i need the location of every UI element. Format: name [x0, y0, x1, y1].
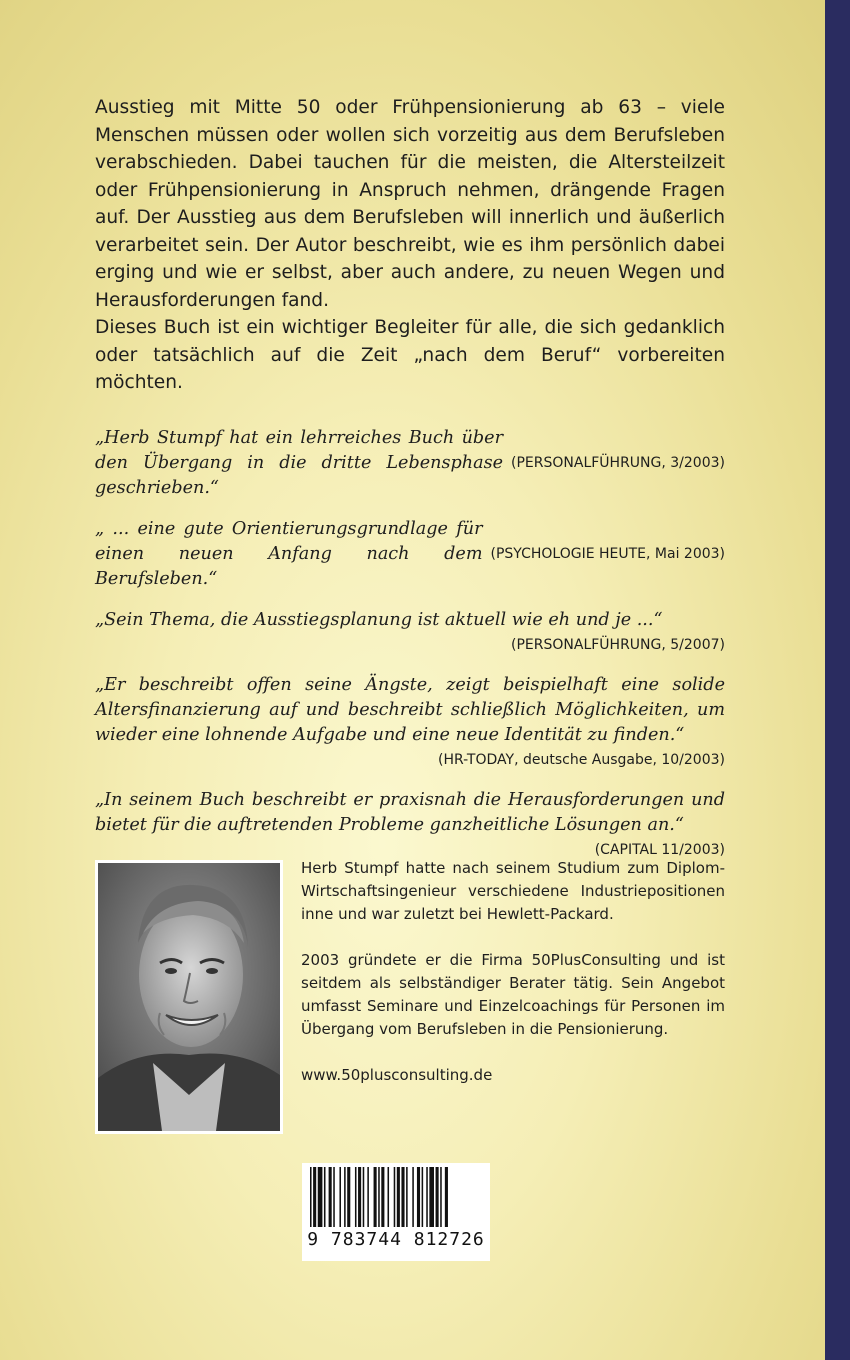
- blurb-paragraph-2: Dieses Buch ist ein wichtiger Begleiter für alle, die sich gedanklich oder tatsächlich auf die Zeit „nach dem Beruf“ vorbereiten möchten.: [95, 317, 725, 393]
- barcode-bar: [333, 1167, 335, 1227]
- barcode-bar: [329, 1167, 332, 1227]
- barcode-bar: [355, 1167, 357, 1227]
- blurb-paragraph-1: Ausstieg mit Mitte 50 oder Frühpensionierung ab 63 – viele Menschen müssen oder wollen sich vorzeitig aus dem Berufsleben verabschieden. Dabei tauchen für die meisten, die Altersteilzeit oder Frühpensionierung in Anspruch nehmen, drängende Fragen auf. Der Ausstieg aus dem Berufsleben will innerlich und äußerlich verarbeitet sein. Der Autor beschreibt, wie es ihm persönlich dabei erging und wie er selbst, aber auch andere, zu neuen Wegen und Herausforderungen fand.: [95, 97, 725, 311]
- press-quotes: [95, 426, 725, 878]
- author-website-link[interactable]: www.50plusconsulting.de: [301, 1066, 493, 1084]
- back-cover-blurb: [95, 94, 725, 397]
- barcode-bar: [397, 1167, 400, 1227]
- barcode-bar: [417, 1167, 420, 1227]
- barcode-bar: [429, 1167, 434, 1227]
- barcode-bar: [358, 1167, 361, 1227]
- press-quote-3: [95, 608, 725, 657]
- book-spine-edge: [825, 0, 850, 1360]
- press-quote-2: [95, 517, 725, 592]
- barcode-bar: [394, 1167, 396, 1227]
- barcode-bar: [440, 1167, 442, 1227]
- barcode-bar: [367, 1167, 369, 1227]
- barcode-bar: [436, 1167, 439, 1227]
- author-portrait-image: [98, 863, 280, 1131]
- barcode-bar: [344, 1167, 346, 1227]
- press-quote-4: [95, 673, 725, 772]
- barcode-bar: [381, 1167, 384, 1227]
- isbn-barcode: [302, 1163, 490, 1261]
- barcode-bar: [406, 1167, 408, 1227]
- barcode-bar: [374, 1167, 377, 1227]
- isbn-number: 9 783744 812726: [307, 1229, 485, 1250]
- quote-source: (CAPITAL 11/2003): [594, 842, 725, 858]
- press-quote-1: [95, 426, 725, 501]
- barcode-bars: [302, 1163, 490, 1229]
- barcode-bar: [318, 1167, 323, 1227]
- quote-source: (PERSONALFÜHRUNG, 5/2007): [511, 637, 725, 653]
- barcode-bar: [412, 1167, 414, 1227]
- quote-source: (HR-TODAY, deutsche Ausgabe, 10/2003): [438, 752, 725, 768]
- quote-text: „Sein Thema, die Ausstiegsplanung ist aktuell wie eh und je ...“: [95, 610, 663, 630]
- barcode-bar: [401, 1167, 404, 1227]
- barcode-bar: [310, 1167, 312, 1227]
- barcode-bar: [363, 1167, 365, 1227]
- author-photo: [95, 860, 283, 1134]
- barcode-bar: [324, 1167, 326, 1227]
- barcode-bar: [445, 1167, 448, 1227]
- author-bio-paragraph-1: Herb Stumpf hatte nach seinem Studium zum Diplom-Wirtschaftsingenieur verschiedene Industriepositionen inne und war zuletzt bei Hewlett-Packard.: [301, 859, 725, 923]
- quote-text: (PERSONALFÜHRUNG, 3/2003) „Herb Stumpf hat ein lehrreiches Buch über den Übergang in die dritte Lebensphase geschrieben.“: [95, 428, 725, 498]
- barcode-bar: [388, 1167, 390, 1227]
- barcode-bar: [347, 1167, 350, 1227]
- quote-source: (PERSONALFÜHRUNG, 3/2003): [511, 455, 725, 471]
- barcode-bar: [313, 1167, 316, 1227]
- barcode-bar: [339, 1167, 341, 1227]
- quote-text: (PSYCHOLOGIE HEUTE, Mai 2003) „ ... eine gute Orientierungsgrundlage für einen neuen Anfang nach dem Berufsleben.“: [95, 519, 725, 589]
- quote-text: „In seinem Buch beschreibt er praxisnah die Herausforderungen und bietet für die auftretenden Probleme ganzheitliche Lösungen an.“: [95, 790, 725, 835]
- barcode-bar: [378, 1167, 380, 1227]
- quote-source: (PSYCHOLOGIE HEUTE, Mai 2003): [490, 546, 725, 562]
- quote-text: „Er beschreibt offen seine Ängste, zeigt beispielhaft eine solide Altersfinanzierung auf und beschreibt schließlich Möglichkeiten, um wieder eine lohnende Aufgabe und eine neue Identität zu finden.“: [95, 675, 725, 745]
- barcode-bar: [422, 1167, 424, 1227]
- press-quote-5: [95, 788, 725, 862]
- author-bio: [301, 857, 725, 1110]
- barcode-bar: [426, 1167, 428, 1227]
- author-bio-paragraph-2: 2003 gründete er die Firma 50PlusConsulting und ist seitdem als selbständiger Berater tätig. Sein Angebot umfasst Seminare und Einzelcoachings für Personen im Übergang vom Berufsleben in die Pensionierung.: [301, 951, 725, 1038]
